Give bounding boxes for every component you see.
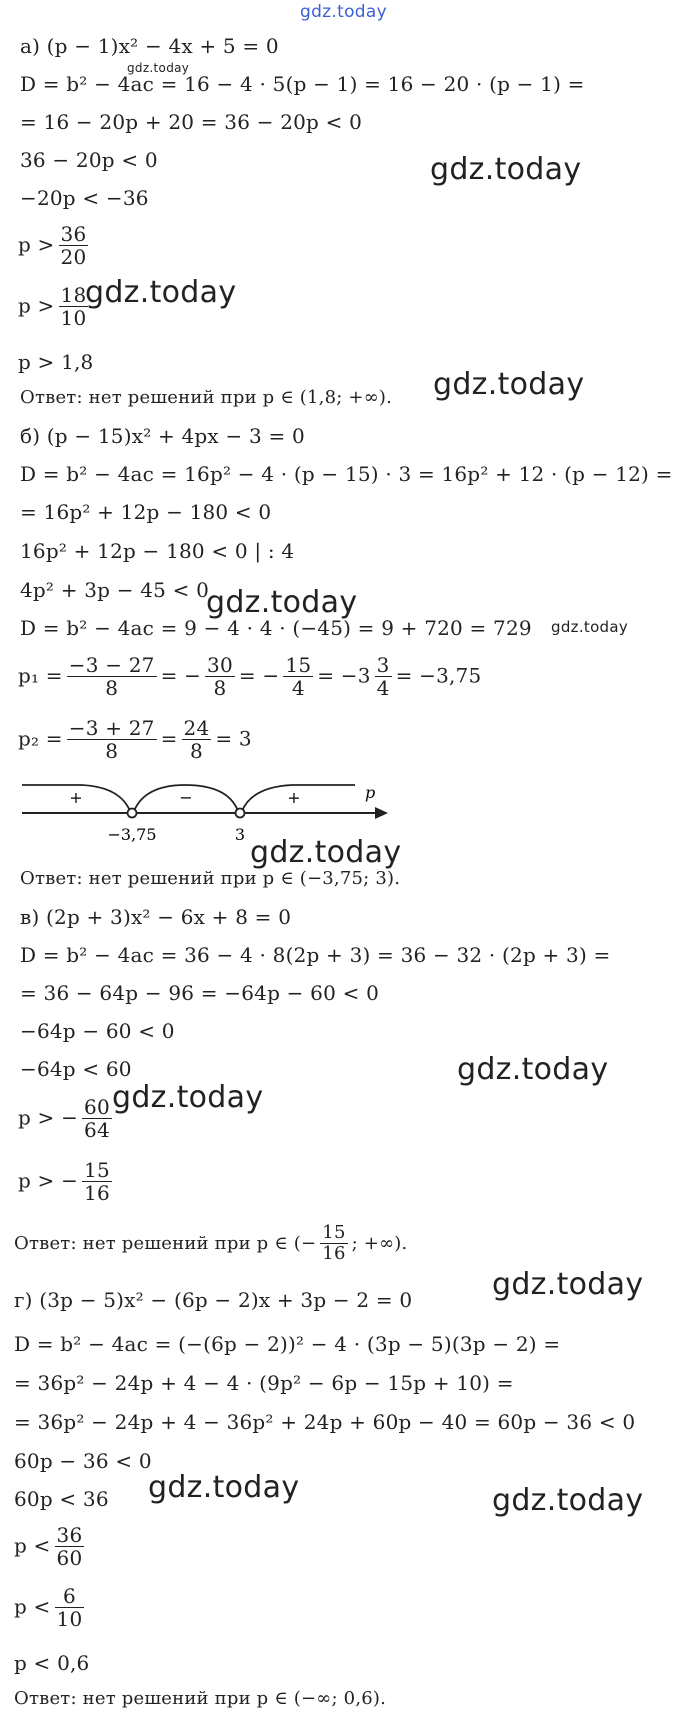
part-v-inequality-2: −64p < 60 — [20, 1057, 132, 1081]
denominator: 4 — [283, 676, 313, 699]
numerator: 60 — [84, 1095, 110, 1119]
part-b-simplify: = 16p² + 12p − 180 < 0 — [20, 500, 272, 524]
numerator: −3 + 27 — [68, 716, 155, 740]
part-b-discriminant: D = b² − 4ac = 16p² − 4 · (p − 15) · 3 = 16p² + 12 · (p − 12) = — [20, 462, 673, 486]
root-label: p₁ = — [18, 663, 63, 688]
part-g-expand: = 36p² − 24p + 4 − 4 · (9p² − 6p − 15p + 10) = — [14, 1371, 514, 1395]
root-label: p₂ = — [18, 726, 63, 751]
part-g-answer: Ответ: нет решений при p ∈ (−∞; 0,6). — [14, 1688, 387, 1709]
fraction-prefix: p < — [14, 1533, 51, 1558]
numerator: 15 — [84, 1158, 110, 1182]
part-g-equation: г) (3p − 5)x² − (6p − 2)x + 3p − 2 = 0 — [14, 1288, 413, 1312]
point-label-right: 3 — [234, 825, 246, 844]
numerator: 36 — [60, 222, 87, 246]
watermark: gdz.today — [430, 152, 582, 187]
denominator: 8 — [67, 676, 157, 699]
equals: = − — [238, 663, 280, 688]
sign-plus-left: + — [69, 788, 83, 807]
numerator: 24 — [183, 716, 210, 740]
watermark: gdz.today — [457, 1052, 609, 1087]
part-b-reduced: 4p² + 3p − 45 < 0 — [20, 578, 210, 602]
fraction — [320, 1224, 347, 1264]
fraction-prefix: p < — [14, 1594, 51, 1619]
part-v-fraction-1 — [18, 1097, 116, 1141]
fraction — [82, 1097, 112, 1141]
result: = −3,75 — [395, 663, 482, 688]
numerator: −3 − 27 — [68, 653, 155, 677]
open-point-right — [236, 809, 245, 818]
fraction — [59, 224, 89, 268]
denominator: 8 — [205, 676, 235, 699]
part-b-discriminant-2: D = b² − 4ac = 9 − 4 · 4 · (−45) = 9 + 720 = 729 — [20, 616, 532, 640]
fraction — [283, 655, 313, 699]
equals: = — [160, 726, 178, 751]
watermark: gdz.today — [112, 1080, 264, 1115]
denominator: 16 — [84, 1181, 110, 1205]
equals: = −3 — [317, 663, 371, 688]
part-a-fraction-1 — [18, 224, 92, 268]
part-g-inequality: 60p − 36 < 0 — [14, 1449, 152, 1473]
open-point-left — [128, 809, 137, 818]
denominator: 10 — [60, 306, 87, 330]
part-a-fraction-2 — [18, 285, 92, 329]
denominator: 8 — [67, 739, 157, 762]
fraction — [182, 718, 212, 762]
denominator: 60 — [56, 1546, 83, 1570]
watermark: gdz.today — [148, 1470, 300, 1505]
numerator: 6 — [62, 1584, 76, 1608]
part-g-result: p < 0,6 — [14, 1651, 90, 1675]
fraction-prefix: p > — [18, 232, 55, 257]
part-b-answer: Ответ: нет решений при p ∈ (−3,75; 3). — [20, 868, 401, 889]
denominator: 16 — [322, 1242, 346, 1264]
part-b-root-1 — [18, 655, 481, 699]
denominator: 8 — [182, 739, 212, 762]
watermark: gdz.today — [492, 1267, 644, 1302]
sign-minus: − — [179, 788, 193, 807]
point-label-left: −3,75 — [107, 825, 157, 844]
part-a-discriminant: D = b² − 4ac = 16 − 4 · 5(p − 1) = 16 − 20 · (p − 1) = — [20, 72, 585, 96]
part-g-inequality-2: 60p < 36 — [14, 1487, 109, 1511]
watermark: gdz.today — [492, 1483, 644, 1518]
part-a-simplify: = 16 − 20p + 20 = 36 − 20p < 0 — [20, 110, 363, 134]
part-v-equation: в) (2p + 3)x² − 6x + 8 = 0 — [20, 905, 292, 929]
part-b-inequality: 16p² + 12p − 180 < 0 | : 4 — [20, 539, 295, 563]
part-g-fraction-1 — [14, 1525, 88, 1569]
part-b-equation: б) (p − 15)x² + 4px − 3 = 0 — [20, 424, 305, 448]
watermark: gdz.today — [250, 835, 402, 870]
fraction-prefix: p > — [18, 293, 55, 318]
fraction — [375, 655, 392, 699]
fraction — [82, 1160, 112, 1204]
numerator: 15 — [285, 653, 312, 677]
fraction-prefix: p > − — [18, 1105, 79, 1130]
part-g-fraction-2 — [14, 1586, 88, 1630]
answer-suffix: ; +∞). — [351, 1232, 408, 1254]
part-a-inequality: 36 − 20p < 0 — [20, 148, 158, 172]
numerator: 3 — [376, 653, 390, 677]
equals: = − — [160, 663, 202, 688]
denominator: 10 — [56, 1607, 83, 1631]
watermark-top: gdz.today — [300, 2, 387, 22]
numerator: 15 — [322, 1222, 346, 1243]
part-a-inequality-2: −20p < −36 — [20, 186, 149, 210]
watermark-small: gdz.today — [127, 61, 190, 75]
denominator: 64 — [84, 1118, 110, 1142]
part-g-discriminant: D = b² − 4ac = (−(6p − 2))² − 4 · (3p − 5)(3p − 2) = — [14, 1332, 561, 1356]
denominator: 20 — [60, 245, 87, 269]
sign-plus-right: + — [287, 788, 301, 807]
watermark: gdz.today — [206, 585, 358, 620]
watermark-small: gdz.today — [551, 618, 629, 636]
fraction-prefix: p > − — [18, 1168, 79, 1193]
denominator: 4 — [376, 676, 390, 700]
part-v-simplify: = 36 − 64p − 96 = −64p − 60 < 0 — [20, 981, 380, 1005]
fraction — [55, 1586, 85, 1630]
part-v-fraction-2 — [18, 1160, 116, 1204]
part-g-simplify: = 36p² − 24p + 4 − 36p² + 24p + 60p − 40 = 60p − 36 < 0 — [14, 1410, 636, 1434]
part-v-answer — [14, 1224, 407, 1264]
numerator: 36 — [56, 1523, 83, 1547]
numerator: 18 — [60, 283, 87, 307]
part-a-result: p > 1,8 — [18, 350, 94, 374]
answer-prefix: Ответ: нет решений при p ∈ (− — [14, 1232, 317, 1254]
fraction — [59, 285, 89, 329]
number-line — [10, 775, 390, 850]
watermark: gdz.today — [85, 275, 237, 310]
fraction — [67, 718, 157, 762]
part-v-discriminant: D = b² − 4ac = 36 − 4 · 8(2p + 3) = 36 − 32 · (2p + 3) = — [20, 943, 611, 967]
part-b-root-2 — [18, 718, 252, 762]
fraction — [55, 1525, 85, 1569]
axis-variable: p — [365, 783, 376, 802]
part-v-inequality: −64p − 60 < 0 — [20, 1019, 175, 1043]
numerator: 30 — [207, 653, 233, 677]
axis-arrow-icon — [375, 807, 388, 819]
watermark: gdz.today — [433, 367, 585, 402]
part-a-answer: Ответ: нет решений при p ∈ (1,8; +∞). — [20, 387, 393, 408]
fraction — [205, 655, 235, 699]
part-a-equation: а) (p − 1)x² − 4x + 5 = 0 — [20, 34, 279, 58]
result: = 3 — [215, 726, 252, 751]
fraction — [67, 655, 157, 699]
